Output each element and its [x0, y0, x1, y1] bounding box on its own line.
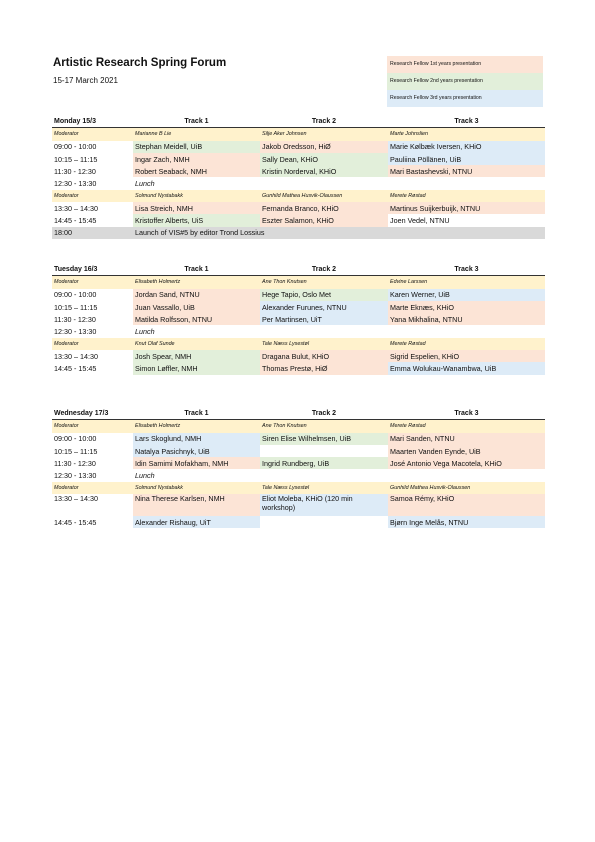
- session-cell: Silje Aker Johnsen: [260, 128, 388, 141]
- session-row: [52, 469, 545, 481]
- session-cell: Marte Eknæs, KHiO: [388, 301, 545, 313]
- session-cell: [260, 325, 388, 337]
- session-cell: Lunch: [135, 179, 155, 189]
- session-cell: Tale Næss Lysestøl: [260, 338, 388, 350]
- session-cell: Samoa Rémy, KHiO: [388, 494, 545, 516]
- session-row: [52, 202, 545, 214]
- session-cell: Ingrid Rundberg, UiB: [260, 457, 388, 469]
- session-cell: Knut Olaf Sunde: [133, 338, 260, 350]
- session-cell: Fernanda Branco, KHiO: [260, 202, 388, 214]
- session-cell: Simon Løffler, NMH: [133, 362, 260, 374]
- session-cell: Alexander Rishaug, UiT: [133, 516, 260, 528]
- session-cell: Stephan Meidell, UiB: [133, 141, 260, 153]
- session-cell: Hege Tapio, Oslo Met: [260, 289, 388, 301]
- time-cell: 10:15 – 11:15: [54, 154, 98, 164]
- session-cell: Martinus Suijkerbuijk, NTNU: [388, 202, 545, 214]
- time-cell: Moderator: [52, 190, 133, 202]
- track-header: Track 2: [260, 115, 388, 128]
- session-cell: Ane Thon Knutsen: [260, 420, 388, 433]
- time-cell: 13:30 – 14:30: [54, 203, 98, 213]
- session-cell: Gunhild Mathea Husvik-Olaussen: [260, 190, 388, 202]
- session-cell: Natalya Pasichnyk, UiB: [133, 445, 260, 457]
- session-row: [52, 516, 545, 528]
- session-cell: Kristin Norderval, KHiO: [260, 165, 388, 177]
- legend-second-year: Research Fellow 2nd years presentation: [387, 73, 543, 90]
- session-cell: Juan Vassallo, UiB: [133, 301, 260, 313]
- time-cell: 12:30 - 13:30: [54, 327, 97, 337]
- session-cell: Sally Dean, KHiO: [260, 153, 388, 165]
- day-label: Tuesday 16/3: [52, 263, 133, 276]
- session-cell: Tale Næss Lysestøl: [260, 482, 388, 494]
- time-cell: 11:30 - 12:30: [54, 458, 96, 468]
- session-cell: Gunhild Mathea Husvik-Olaussen: [388, 482, 545, 494]
- time-cell: 09:00 - 10:00: [54, 434, 97, 444]
- track-header: Track 1: [133, 263, 260, 276]
- session-cell: Ingar Zach, NMH: [133, 153, 260, 165]
- time-cell: 10:15 – 11:15: [54, 302, 98, 312]
- session-cell: Jakob Oredsson, HiØ: [260, 141, 388, 153]
- day-header-row: [52, 407, 545, 420]
- session-cell: Bjørn Inge Melås, NTNU: [388, 516, 545, 528]
- time-cell: Moderator: [52, 128, 133, 141]
- time-cell: Moderator: [52, 338, 133, 350]
- session-cell: José Antonio Vega Macotela, KHiO: [388, 457, 545, 469]
- session-cell: Pauliina Pöllänen, UiB: [388, 153, 545, 165]
- session-cell: Emma Wolukau-Wanambwa, UiB: [388, 362, 545, 374]
- session-cell: Eszter Salamon, KHiO: [260, 214, 388, 226]
- moderator-row: [52, 276, 545, 289]
- day-header-row: [52, 263, 545, 276]
- time-cell: 18:00: [52, 227, 133, 239]
- session-cell: Karen Werner, UiB: [388, 289, 545, 301]
- legend-third-year: Research Fellow 3rd years presentation: [387, 90, 543, 107]
- session-row: [52, 301, 545, 313]
- session-cell: Ane Thon Knutsen: [260, 276, 388, 289]
- session-cell: Marte Johnslien: [388, 128, 545, 141]
- session-row: [52, 494, 545, 516]
- time-cell: Moderator: [52, 420, 133, 433]
- moderator-row: [52, 338, 545, 350]
- session-cell: Nina Therese Karlsen, NMH: [133, 494, 260, 516]
- session-cell: Joen Vedel, NTNU: [390, 216, 450, 226]
- session-cell: Launch of VIS#5 by editor Trond Lossius: [133, 227, 545, 239]
- session-cell: Marie Kølbæk Iversen, KHiO: [388, 141, 545, 153]
- track-header: Track 1: [133, 407, 260, 420]
- session-cell: Mari Bastashevski, NTNU: [388, 165, 545, 177]
- session-cell: Edvine Larssen: [388, 276, 545, 289]
- session-cell: [260, 516, 388, 528]
- time-cell: 11:30 - 12:30: [54, 166, 96, 176]
- time-cell: 12:30 - 13:30: [54, 179, 97, 189]
- session-cell: Thomas Prestø, HiØ: [260, 362, 388, 374]
- session-cell: [260, 177, 388, 189]
- session-cell: Elisabeth Holmertz: [133, 420, 260, 433]
- track-header: Track 2: [260, 407, 388, 420]
- session-row: [52, 325, 545, 337]
- session-cell: Maarten Vanden Eynde, UiB: [388, 445, 545, 457]
- moderator-row: [52, 482, 545, 494]
- session-row: [52, 214, 545, 226]
- session-cell: Elisabeth Holmertz: [133, 276, 260, 289]
- time-cell: Moderator: [52, 276, 133, 289]
- session-cell: Solmund Nystabakk: [133, 190, 260, 202]
- session-cell: Merete Røstad: [388, 190, 545, 202]
- time-cell: 14:45 - 15:45: [54, 364, 97, 374]
- day-header-row: [52, 115, 545, 128]
- session-cell: Yana Mikhalina, NTNU: [388, 313, 545, 325]
- day-label: Wednesday 17/3: [52, 407, 133, 420]
- time-cell: 13:30 – 14:30: [54, 351, 98, 361]
- page-subtitle: 15-17 March 2021: [53, 76, 118, 85]
- time-cell: 11:30 - 12:30: [54, 314, 96, 324]
- session-cell: Kristoffer Alberts, UiS: [133, 214, 260, 226]
- track-header: Track 3: [388, 263, 545, 276]
- session-cell: Lars Skoglund, NMH: [133, 433, 260, 445]
- session-cell: Eliot Moleba, KHiO (120 min workshop): [260, 494, 388, 516]
- track-header: Track 1: [133, 115, 260, 128]
- session-cell: Dragana Bulut, KHiO: [260, 350, 388, 362]
- moderator-row: [52, 128, 545, 141]
- session-row: [52, 289, 545, 301]
- moderator-row: [52, 190, 545, 202]
- session-cell: Solmund Nystabakk: [133, 482, 260, 494]
- session-row: [52, 362, 545, 374]
- day-table: [52, 263, 545, 375]
- session-cell: Siren Elise Wilhelmsen, UiB: [260, 433, 388, 445]
- session-cell: Lunch: [135, 471, 155, 481]
- day-table: [52, 407, 545, 528]
- session-cell: Merete Røstad: [388, 420, 545, 433]
- session-row: [52, 457, 545, 469]
- session-cell: Merete Røstad: [388, 338, 545, 350]
- session-cell: [388, 325, 545, 337]
- time-cell: 13:30 – 14:30: [54, 494, 98, 504]
- session-cell: Sigrid Espelien, KHiO: [388, 350, 545, 362]
- time-cell: 09:00 - 10:00: [54, 290, 97, 300]
- session-cell: Per Martinsen, UiT: [260, 313, 388, 325]
- moderator-row: [52, 420, 545, 433]
- day-table: [52, 115, 545, 239]
- session-row: [52, 433, 545, 445]
- session-row: [52, 165, 545, 177]
- session-row: [52, 313, 545, 325]
- session-cell: Alexander Furunes, NTNU: [260, 301, 388, 313]
- session-cell: Josh Spear, NMH: [133, 350, 260, 362]
- session-cell: Lunch: [135, 327, 155, 337]
- session-cell: [260, 445, 388, 457]
- session-cell: Idin Samimi Mofakham, NMH: [133, 457, 260, 469]
- session-cell: [388, 177, 545, 189]
- time-cell: 14:45 - 15:45: [54, 517, 97, 527]
- track-header: Track 2: [260, 263, 388, 276]
- page-title: Artistic Research Spring Forum: [53, 57, 227, 69]
- time-cell: Moderator: [52, 482, 133, 494]
- day-label: Monday 15/3: [52, 115, 133, 128]
- session-cell: Jordan Sand, NTNU: [133, 289, 260, 301]
- session-cell: Mari Sanden, NTNU: [388, 433, 545, 445]
- session-row: [52, 141, 545, 153]
- session-cell: [260, 469, 388, 481]
- time-cell: 09:00 - 10:00: [54, 142, 97, 152]
- session-cell: [388, 469, 545, 481]
- session-cell: Robert Seaback, NMH: [133, 165, 260, 177]
- session-cell: Lisa Streich, NMH: [133, 202, 260, 214]
- session-cell: Marianne B Lie: [133, 128, 260, 141]
- time-cell: 12:30 - 13:30: [54, 471, 97, 481]
- track-header: Track 3: [388, 115, 545, 128]
- session-row: [52, 350, 545, 362]
- session-cell: Matilda Rolfsson, NTNU: [133, 313, 260, 325]
- legend-first-year: Research Fellow 1st years presentation: [387, 56, 543, 73]
- time-cell: 10:15 – 11:15: [54, 446, 98, 456]
- track-header: Track 3: [388, 407, 545, 420]
- event-row: [52, 227, 545, 239]
- session-row: [52, 153, 545, 165]
- time-cell: 14:45 - 15:45: [54, 216, 97, 226]
- session-row: [52, 177, 545, 189]
- session-row: [52, 445, 545, 457]
